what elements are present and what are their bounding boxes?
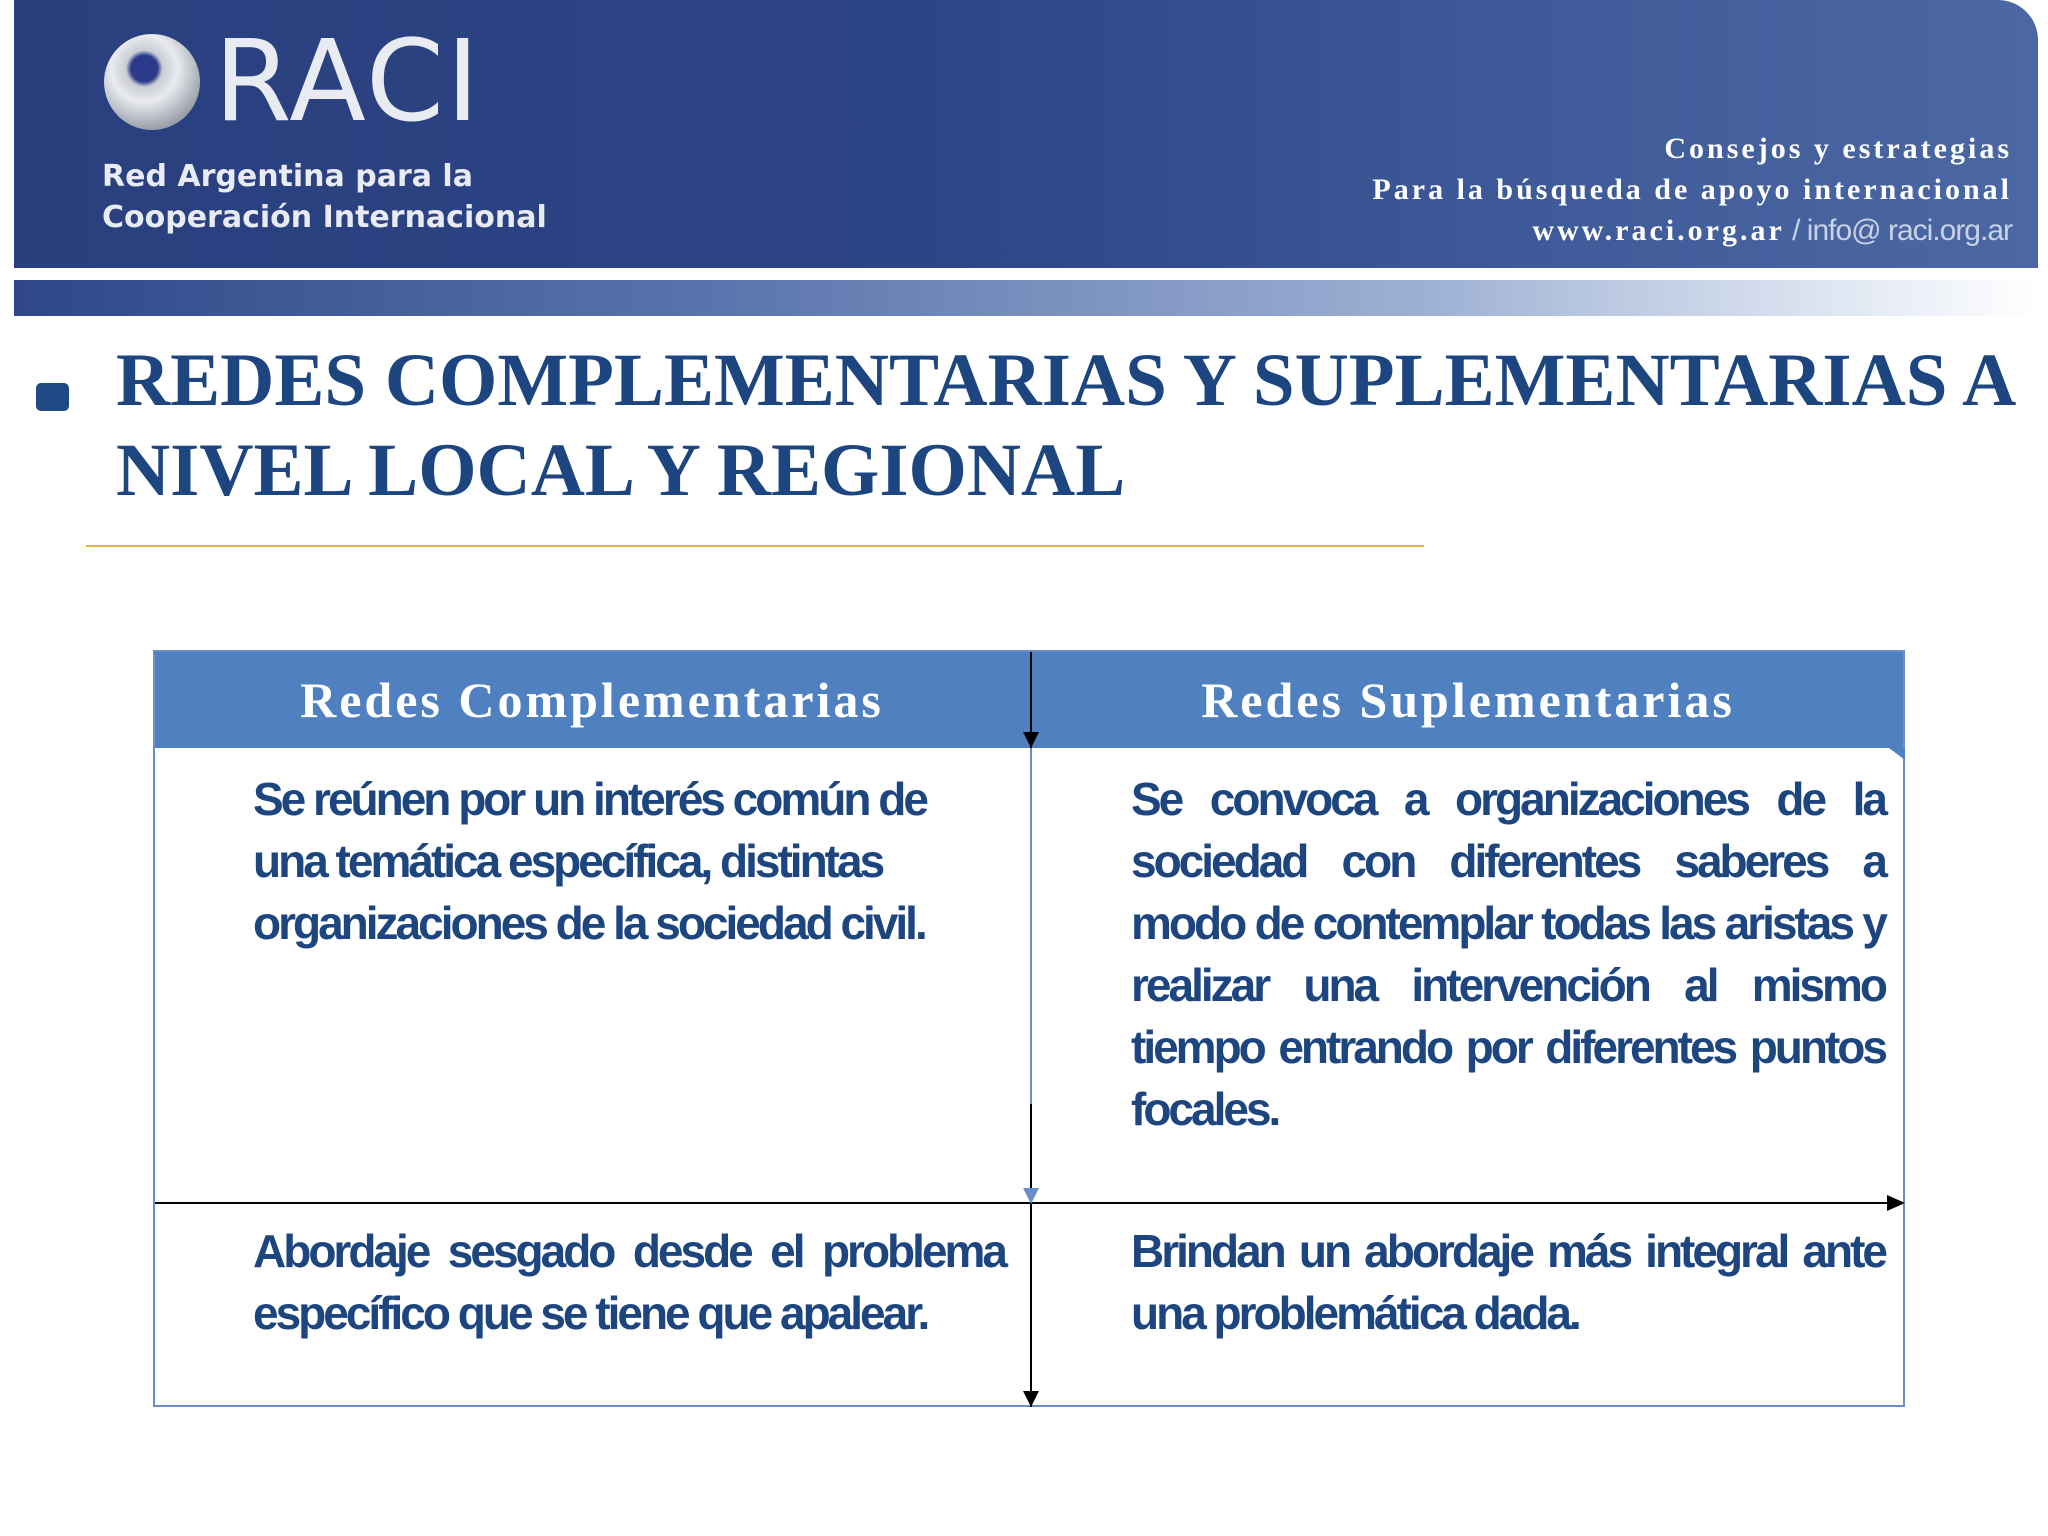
column-header-suplementarias: Redes Suplementarias (1201, 672, 1735, 728)
header-corner-marker (1889, 748, 1905, 760)
arrow-down-icon (1023, 1188, 1039, 1204)
arrow-down-icon (1023, 1391, 1039, 1407)
slide-title: REDES COMPLEMENTARIAS Y SUPLEMENTARIAS A NIVEL LOCAL Y REGIONAL (116, 339, 2013, 512)
arrow-down-icon (1023, 732, 1039, 748)
email-link[interactable]: info@ raci.org.ar (1806, 214, 2012, 247)
comparison-table (153, 650, 1905, 1407)
tagline-line2: Para la búsqueda de apoyo internacional (1372, 173, 2012, 206)
contact-separator: / (1784, 214, 1807, 247)
header-gradient-stripe (14, 280, 2038, 316)
column-divider-blue-segment (1030, 748, 1032, 1104)
column-header-complementarias: Redes Complementarias (300, 672, 884, 728)
logo-subtitle (102, 156, 547, 238)
website-link[interactable]: www.raci.org.ar (1532, 214, 1785, 247)
cell-complementarias-approach: Abordaje sesgado desde el problema específico que se tiene que apalear. (253, 1225, 1005, 1339)
tagline-contact (1372, 210, 2012, 251)
header-tagline (1372, 128, 2012, 251)
cell-suplementarias-approach: Brindan un abordaje más integral ante una problemática dada. (1131, 1225, 1885, 1339)
tagline-line1: Consejos y estrategias (1664, 132, 2012, 165)
title-underline (86, 545, 1424, 547)
logo-subtitle-line1: Red Argentina para la (102, 159, 473, 194)
arrow-right-icon (1887, 1195, 1905, 1211)
cell-complementarias-definition: Se reúnen por un interés común de una temática específica, distintas organizaciones de la sociedad civil. (253, 773, 926, 949)
cell-suplementarias-definition: Se convoca a organizaciones de la sociedad con diferentes saberes a modo de contemplar todas las aristas y realizar una intervención al mismo tiempo entrando por diferentes puntos focales. (1131, 773, 1885, 1135)
logo-name: RACI (214, 17, 482, 147)
raci-logo-sphere-icon (104, 34, 200, 130)
title-bullet-icon (36, 383, 69, 411)
logo-subtitle-line2: Cooperación Internacional (102, 200, 547, 235)
